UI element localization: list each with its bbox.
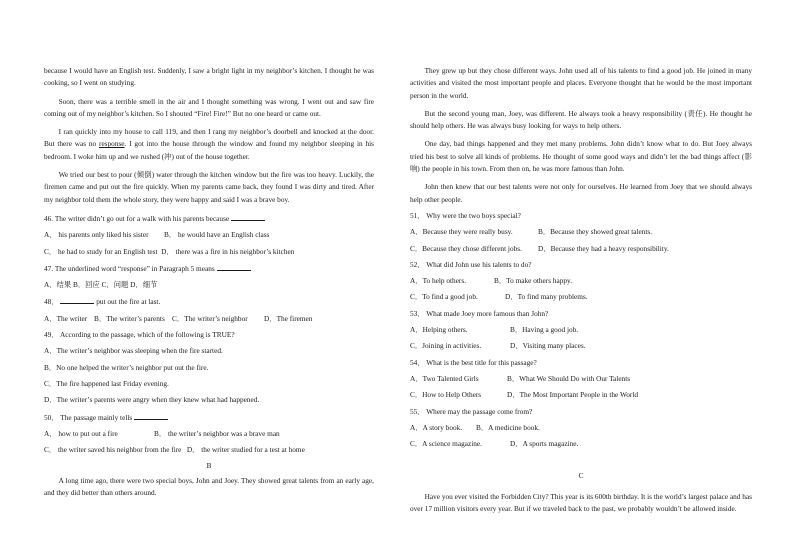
option-a: A．The writer’s neighbor was sleeping when the fire started. xyxy=(44,346,223,356)
passage-c-paragraph: Have you ever visited the Forbidden City? This year is its 600th birthday. It is the world’s largest palace and has over 17 million visitors every year. But if we traveled back to the past, we probably wouldn’t be allowed inside. xyxy=(410,491,752,514)
option-c: C．Joining in activities. xyxy=(410,341,482,351)
question-stem-text: put out the fire at last. xyxy=(96,297,161,307)
option-a: A． his parents only liked his sister xyxy=(44,230,149,240)
option-a: A．The writer xyxy=(44,313,88,323)
paragraph-text: I ran quickly into my house to call 119, and then I rang my neighbor’s doorbell and knocked at the door. But there was no xyxy=(44,127,374,149)
question-stem: 52． What did John use his talents to do? xyxy=(410,259,532,269)
option-row xyxy=(410,422,752,434)
option-row xyxy=(410,373,752,385)
option-row xyxy=(410,226,752,238)
option-b: B．What We Should Do with Our Talents xyxy=(507,373,631,383)
question-stem xyxy=(44,295,374,308)
question-stem: 55． Where may the passage come from? xyxy=(410,406,533,416)
question-51 xyxy=(410,210,752,255)
option-b: B． the writer’s neighbor was a brave man xyxy=(154,428,280,438)
question-stem-text: 50． The passage mainly tells xyxy=(44,412,133,422)
option-row xyxy=(44,246,374,258)
option-a: A．Helping others. xyxy=(410,325,468,335)
question-stem: 53． What made Joey more famous than John? xyxy=(410,308,549,318)
left-column xyxy=(44,65,374,499)
option-d: D．Because they had a heavy responsibility. xyxy=(538,243,669,253)
question-stem xyxy=(44,262,374,275)
option-row xyxy=(410,438,752,450)
option-b: B．Because they showed great talents. xyxy=(538,227,653,237)
question-52 xyxy=(410,259,752,304)
option-d: D．Visiting many places. xyxy=(510,341,586,351)
option-c: C．The fire happened last Friday evening. xyxy=(44,378,169,388)
option-d: D． there was a fire in his neighbor’s kitchen xyxy=(161,246,295,256)
question-48 xyxy=(44,295,374,325)
passage-a-paragraph: Soon, there was a terrible smell in the air and I thought something was wrong. I went out and saw fire coming out of my neighbor’s kitchen. So I shouted “Fire! Fire!” But no one heard or came out. xyxy=(44,96,374,118)
right-column xyxy=(410,65,752,515)
option-row xyxy=(410,275,752,287)
option-row xyxy=(44,444,374,456)
option-c: C．How to Help Others xyxy=(410,390,482,400)
passage-a-paragraph: because I would have an English test. Suddenly, I saw a bright light in my neighbor’s kitchen. I thought he was cooking, so I went on studying. xyxy=(44,66,374,88)
answer-blank xyxy=(60,295,94,304)
option-row xyxy=(410,389,752,401)
passage-a-paragraph: We tried our best to pour (倾倒) water through the kitchen window but the fire was too heavy. Luckily, the firemen came and put out the fire quickly. When my parents came back, they found I was dirty and tired. After my neighbor told them the whole story, they were happy and said I was a brave boy. xyxy=(44,170,374,204)
question-53 xyxy=(410,308,752,353)
question-50 xyxy=(44,411,374,457)
option-b: B．No one helped the writer’s neighbor put out the fire. xyxy=(44,362,209,372)
option-a: A．Two Talented Girls xyxy=(410,373,479,383)
option-b: B．A medicine book. xyxy=(476,422,540,432)
passage-b-paragraph: They grew up but they chose different ways. John used all of his talents to find a good job. He joined in many activities and visited the most important people and places. Everyone thought that he would be the most important person in the world. xyxy=(410,66,752,100)
question-stem xyxy=(44,411,374,424)
underlined-word-response: response xyxy=(99,139,125,149)
option-c: C． the writer saved his neighbor from the fire xyxy=(44,445,182,455)
answer-blank xyxy=(134,411,168,420)
question-stem: 49． According to the passage, which of the following is TRUE? xyxy=(44,330,235,340)
question-46 xyxy=(44,212,374,258)
question-47 xyxy=(44,262,374,292)
passage-b-paragraph: John then knew that our best talents were not only for ourselves. He learned from Joey that we should always help other people. xyxy=(410,182,752,204)
option-row xyxy=(410,340,752,352)
option-c: C．A science magazine. xyxy=(410,439,482,449)
answer-blank xyxy=(217,262,251,271)
option-d: D．The firemen xyxy=(264,313,313,323)
option-d: D．A sports magazine. xyxy=(510,439,579,449)
option-a: A．To help others. xyxy=(410,276,467,286)
option-row xyxy=(410,243,752,255)
option-row xyxy=(44,428,374,440)
question-stem: 51． Why were the two boys special? xyxy=(410,210,521,220)
question-55 xyxy=(410,406,752,451)
paragraph-text: . I got into the house through the window and found my neighbor sleeping in his bedroom. I woke him up and we rushed (冲) out of the house together. xyxy=(44,139,375,161)
option-d: D．The writer’s parents were angry when they knew what had happened. xyxy=(44,395,260,405)
question-stem-text: 47. The underlined word “response” in Paragraph 5 means xyxy=(44,263,215,273)
option-b: B．The writer’s parents xyxy=(94,313,165,323)
passage-a-paragraph xyxy=(44,126,374,163)
option-row xyxy=(410,291,752,303)
option-row xyxy=(410,324,752,336)
option-d: D．To find many problems. xyxy=(505,292,588,302)
question-stem: 54． What is the best title for this passage? xyxy=(410,357,537,367)
option-b: B．To make others happy. xyxy=(494,276,573,286)
answer-blank xyxy=(231,212,265,221)
question-54 xyxy=(410,357,752,402)
option-d: D．The Most Important People in the World xyxy=(507,390,639,400)
option-b: B． he would have an English class xyxy=(164,230,270,240)
question-stem-text: 46. The writer didn’t go out for a walk with his parents because xyxy=(44,213,230,223)
option-row: A．结果 B．回应 C．问题 D．细节 xyxy=(44,280,158,290)
section-heading-c: C xyxy=(578,471,584,481)
passage-b-paragraph: But the second young man, Joey, was different. He always took a heavy responsibility (责任). He thought he should help others. He was always busy looking for ways to help others. xyxy=(410,108,752,131)
option-c: C． he had to study for an English test xyxy=(44,246,158,256)
option-c: C．To find a good job. xyxy=(410,292,478,302)
question-stem xyxy=(44,212,374,225)
question-49 xyxy=(44,329,374,406)
option-row xyxy=(44,229,374,241)
section-heading-b: B xyxy=(206,461,212,471)
option-a: A．Because they were really busy. xyxy=(410,227,513,237)
passage-b-paragraph: One day, bad things happened and they met many problems. John didn’t know what to do. But Joey always tried his best to solve all kinds of problems. He thought of some good ways and didn’t let the bad things affect (影响) the people in his town. From then on, he was more famous than John. xyxy=(410,139,752,174)
option-c: C．Because they chose different jobs. xyxy=(410,243,522,253)
option-a: A． how to put out a fire xyxy=(44,428,118,438)
question-number: 48． xyxy=(44,297,59,307)
passage-b-paragraph: A long time ago, there were two special boys, John and Joey. They showed great talents from an early age, and they did better than others around. xyxy=(44,475,374,498)
option-c: C．The writer’s neighbor xyxy=(172,313,248,323)
option-row xyxy=(44,313,374,325)
option-b: B．Having a good job. xyxy=(510,325,579,335)
option-d: D． the writer studied for a test at home xyxy=(186,445,305,455)
option-a: A．A story book. xyxy=(410,422,463,432)
